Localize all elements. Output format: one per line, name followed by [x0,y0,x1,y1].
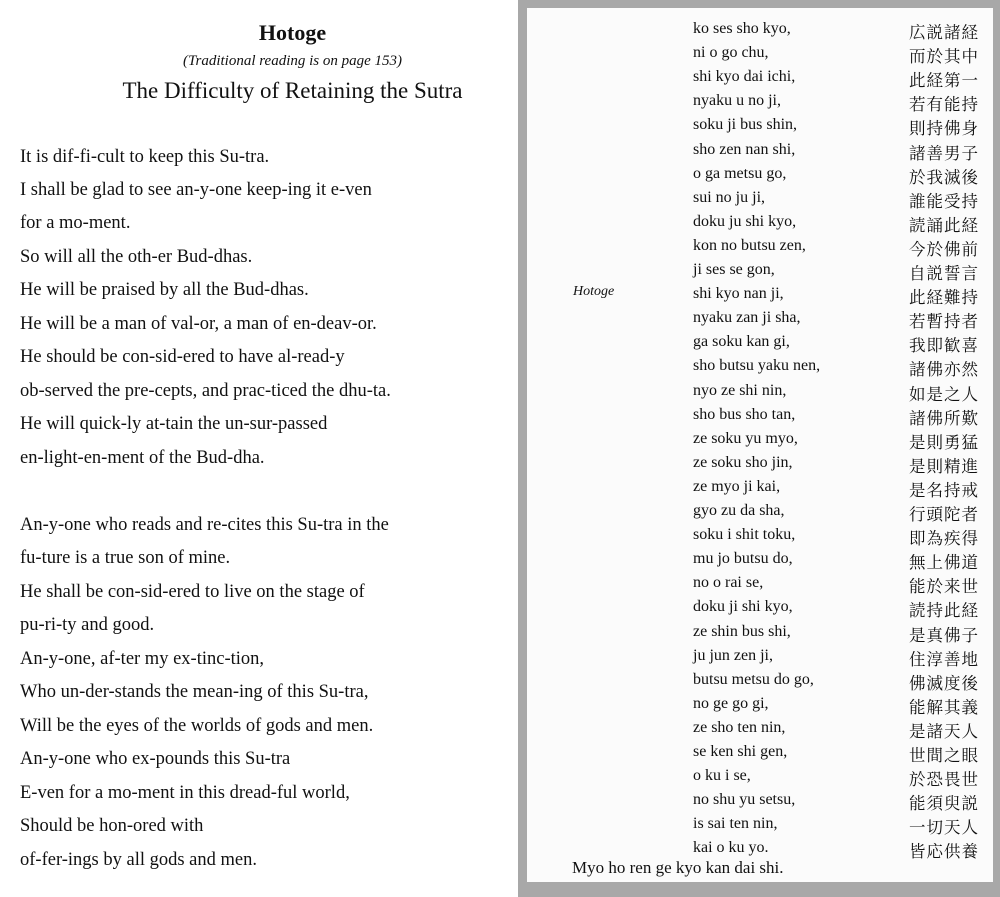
romaji-line: ze myo ji kai, [693,477,781,495]
verse-line: fu-ture is a true son of mine. [20,548,231,568]
verse-line: ob-served the pre-cepts, and prac-ticed the dhu-ta. [20,381,391,401]
kanji-line: 誰能受持 [909,191,979,211]
romaji-line: kai o ku yo. [693,839,769,857]
kanji-line: 是諸天人 [909,721,979,741]
romaji-line: ni o go chu, [693,44,769,62]
kanji-line: 無上佛道 [909,553,979,573]
romaji-line: nyaku zan ji sha, [693,309,801,327]
verse-line: Will be the eyes of the worlds of gods and men. [20,716,374,736]
romaji-line: shi kyo dai ichi, [693,68,796,86]
closing-line: Myo ho ren ge kyo kan dai shi. [572,858,784,877]
verse-line: for a mo-ment. [20,213,131,233]
romaji-line: ji ses se gon, [693,261,775,278]
kanji-line: 若暫持者 [909,312,979,332]
verse-line: So will all the oth-er Bud-dhas. [20,247,253,267]
romaji-line: ju jun zen ji, [693,646,773,664]
kanji-line: 而於其中 [909,47,979,67]
kanji-line: 此経第一 [909,71,979,91]
kanji-line: 能須臾説 [909,794,979,814]
verse-line: He will quick-ly at-tain the un-sur-passed [20,414,328,434]
kanji-line: 是名持戒 [909,480,979,500]
romaji-line: ko ses sho kyo, [693,20,791,37]
kanji-line: 是真佛子 [909,625,979,645]
romaji-line: ga soku kan gi, [693,333,790,351]
verse-line: en-light-en-ment of the Bud-dha. [20,448,265,468]
romaji-line: soku i shit toku, [693,526,796,544]
verse-line: He will be praised by all the Bud-dhas. [20,280,309,300]
page-subtitle: The Difficulty of Retaining the Sutra [122,78,463,103]
romaji-line: o ga metsu go, [693,164,787,182]
verse-line: An-y-one who reads and re-cites this Su-tra in the [20,515,389,535]
kanji-line: 読持此経 [909,601,979,621]
romaji-line: ze sho ten nin, [693,718,786,736]
romaji-line: no o rai se, [693,574,764,592]
verse-line: E-ven for a mo-ment in this dread-ful world, [20,783,350,803]
kanji-line: 諸善男子 [909,143,979,163]
verse-line: An-y-one, af-ter my ex-tinc-tion, [20,649,265,669]
kanji-line: 世間之眼 [909,746,979,765]
romaji-line: mu jo butsu do, [693,550,793,568]
romaji-line: doku ju shi kyo, [693,212,797,230]
verse-line: I shall be glad to see an-y-one keep-ing it e-ven [20,180,372,200]
kanji-line: 是則精進 [909,456,979,476]
kanji-line: 住淳善地 [909,649,979,669]
romaji-line: sho zen nan shi, [693,140,796,158]
kanji-line: 能解其義 [909,697,979,717]
romaji-line: ze soku yu myo, [693,429,798,447]
verse-line: Who un-der-stands the mean-ing of this Su-tra, [20,682,369,702]
romaji-line: o ku i se, [693,767,751,785]
romaji-line: no shu yu setsu, [693,791,796,809]
kanji-line: 諸佛亦然 [909,360,979,380]
kanji-line: 諸佛所歎 [909,408,979,428]
reading-panel [527,8,993,882]
kanji-line: 即為疾得 [909,529,979,549]
romaji-line: sho bus sho tan, [693,405,796,423]
kanji-line: 能於来世 [909,577,979,597]
romaji-line: doku ji shi kyo, [693,598,793,616]
kanji-line: 若有能持 [909,95,979,115]
romaji-line: sho butsu yaku nen, [693,357,821,375]
romaji-line: soku ji bus shin, [693,116,798,134]
kanji-line: 皆応供養 [909,842,979,862]
romaji-line: kon no butsu zen, [693,236,806,254]
romaji-line: is sai ten nin, [693,815,778,833]
romaji-line: sui no ju ji, [693,188,766,206]
romaji-line: shi kyo nan ji, [693,285,784,303]
kanji-line: 広説諸経 [909,23,979,42]
romaji-line: no ge go gi, [693,694,769,712]
side-label: Hotoge [573,284,615,299]
verse-line: He will be a man of val-or, a man of en-deav-or. [20,314,377,334]
kanji-line: 於我滅後 [909,167,979,187]
verse-line: Should be hon-ored with [20,816,204,836]
verse-line: He should be con-sid-ered to have al-read-y [20,347,345,367]
verse-line: He shall be con-sid-ered to live on the stage of [20,582,365,602]
kanji-line: 行頭陀者 [909,505,979,524]
romaji-line: ze soku sho jin, [693,453,793,471]
kanji-line: 則持佛身 [909,119,979,139]
kanji-line: 我即歓喜 [909,336,979,356]
page-title: Hotoge [258,20,327,45]
kanji-line: 自説誓言 [909,264,979,283]
romaji-line: se ken shi gen, [693,743,788,760]
kanji-line: 於恐畏世 [909,770,979,790]
romaji-line: nyo ze shi nin, [693,381,787,399]
romaji-line: butsu metsu do go, [693,670,814,688]
romaji-line: nyaku u no ji, [693,92,781,110]
page-note: (Traditional reading is on page 153) [182,53,403,69]
kanji-line: 是則勇猛 [909,432,979,452]
kanji-line: 今於佛前 [909,239,979,259]
verse-line: pu-ri-ty and good. [20,615,155,635]
kanji-line: 読誦此経 [909,215,979,235]
kanji-line: 一切天人 [909,818,979,838]
romaji-line: ze shin bus shi, [693,622,791,640]
kanji-line: 如是之人 [909,384,979,404]
verse-line: An-y-one who ex-pounds this Su-tra [20,749,291,769]
reading-page-frame [518,0,1000,897]
verse-line: of-fer-ings by all gods and men. [20,850,257,870]
romaji-line: gyo zu da sha, [693,502,785,519]
kanji-line: 佛滅度後 [909,673,979,693]
verse-line: It is dif-fi-cult to keep this Su-tra. [20,147,270,167]
kanji-line: 此経難持 [909,288,979,308]
